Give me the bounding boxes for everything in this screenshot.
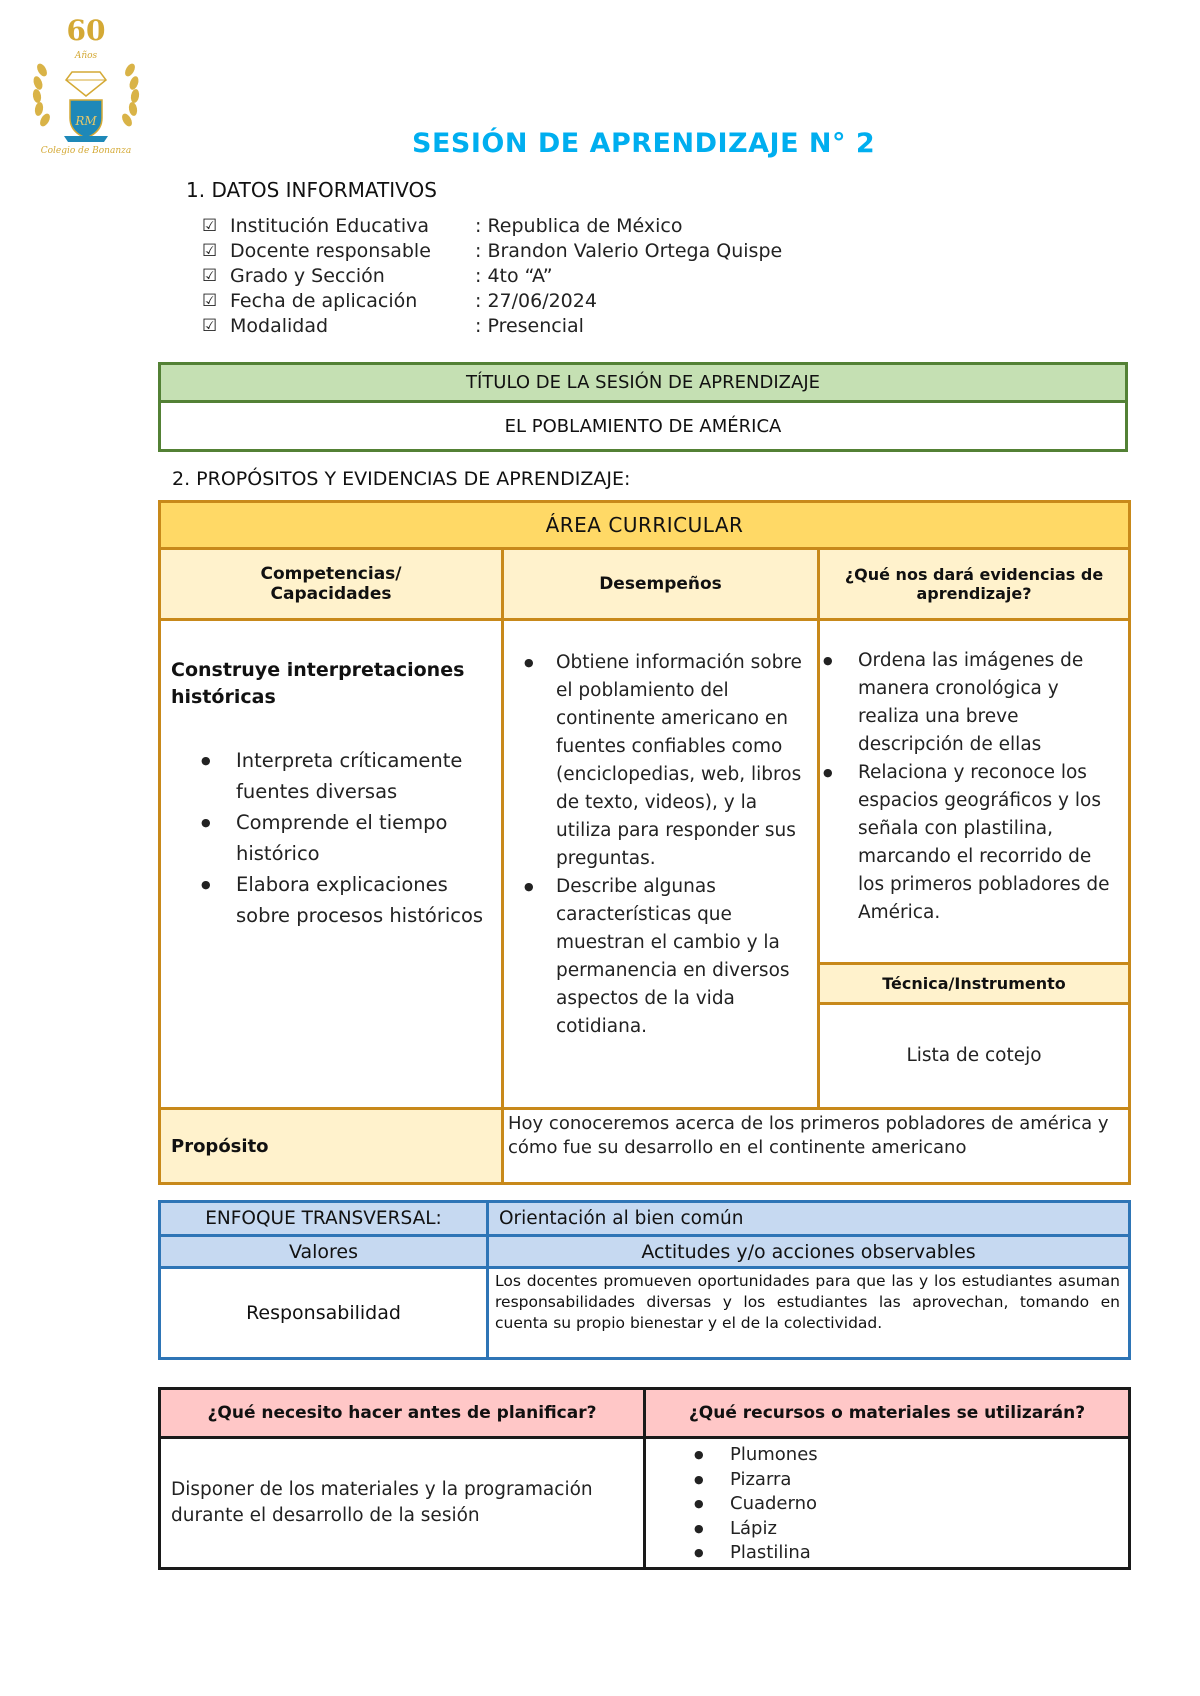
evidencias-list [820,621,1128,927]
dato-label: Institución Educativa [230,215,430,237]
area-curricular-header: ÁREA CURRICULAR [160,502,1130,549]
list-item: ● Ordena las imágenes de manera cronológica y realiza una breve descripción de ellas [858,647,1122,759]
school-crest-icon [26,10,146,155]
list-item: ● Obtiene información sobre el poblamiento del continente americano en fuentes confiables como (enciclopedias, web, libros de texto, videos), y la utiliza para responder sus preguntas. [556,649,811,873]
proposito-value: Hoy conoceremos acerca de los primeros pobladores de américa y cómo fue su desarrollo en el continente americano [503,1109,1130,1184]
capacidades-list [161,711,501,931]
planning-table [158,1387,1131,1570]
datos-informativos-list [202,214,782,339]
list-item: ● Lápiz [730,1517,1128,1542]
list-item: ● Relaciona y reconoce los espacios geográficos y los señala con plastilina, marcando el recorrido de los primeros pobladores de América. [858,759,1122,927]
dato-label: Fecha de aplicación [230,290,418,312]
enfoque-label: ENFOQUE TRANSVERSAL: [160,1202,488,1236]
list-item: ● Describe algunas características que muestran el cambio y la permanencia en diversos aspectos de la vida cotidiana. [556,873,811,1041]
enfoque-transversal-table [158,1200,1131,1360]
column-header-antes: ¿Qué necesito hacer antes de planificar? [160,1389,645,1438]
dato-value: : 27/06/2024 [475,290,597,312]
session-title-table [158,362,1128,452]
evidencias-cell [819,620,1130,964]
dato-label: Grado y Sección [230,265,385,287]
dato-label: Docente responsable [230,240,431,262]
competencia-title: Construye interpretaciones históricas [171,659,465,708]
session-title-value: EL POBLAMIENTO DE AMÉRICA [160,402,1127,451]
checkbox-checked-icon: ☑ [202,291,218,311]
dato-value: : 4to “A” [475,265,553,287]
checkbox-checked-icon: ☑ [202,266,218,286]
section-heading-datos: 1. DATOS INFORMATIVOS [186,178,437,202]
recursos-cell [645,1438,1130,1569]
enfoque-value: Orientación al bien común [488,1202,1130,1236]
materiales-list [646,1443,1128,1566]
dato-row [202,214,782,239]
dato-label: Modalidad [230,315,329,337]
tecnica-value: Lista de cotejo [819,1003,1130,1108]
list-item: ● Plumones [730,1443,1128,1468]
list-item: ● Comprende el tiempo histórico [236,807,493,869]
column-header-recursos: ¿Qué recursos o materiales se utilizarán? [645,1389,1130,1438]
dato-value: : Republica de México [475,215,683,237]
list-item: ● Pizarra [730,1468,1128,1493]
competencias-cell [160,620,503,1109]
document-title: SESIÓN DE APRENDIZAJE N° 2 [412,128,876,159]
column-header-desempenos: Desempeños [503,549,819,620]
column-header-competencias: Competencias/ Capacidades [160,549,503,620]
list-item: ● Interpreta críticamente fuentes diversas [236,745,493,807]
dato-value: : Presencial [475,315,584,337]
checkbox-checked-icon: ☑ [202,316,218,336]
svg-text:Años: Años [74,51,98,61]
section-heading-propositos: 2. PROPÓSITOS Y EVIDENCIAS DE APRENDIZAJE: [172,468,631,490]
dato-row [202,264,782,289]
checkbox-checked-icon: ☑ [202,216,218,236]
dato-row [202,289,782,314]
proposito-label: Propósito [160,1109,503,1184]
svg-text:RM: RM [75,114,97,128]
dato-row [202,239,782,264]
column-header-actitudes: Actitudes y/o acciones observables [488,1236,1130,1268]
svg-text:60: 60 [66,14,106,47]
antes-cell: Disponer de los materiales y la programación durante el desarrollo de la sesión [160,1438,645,1569]
desempenos-cell [503,620,819,1109]
svg-text:Colegio de Bonanza: Colegio de Bonanza [40,146,132,155]
school-logo [26,10,146,155]
list-item: ● Elabora explicaciones sobre procesos históricos [236,869,493,931]
actitud-cell: Los docentes promueven oportunidades para que las y los estudiantes asuman responsabilidades diversas y los estudiantes las aprovechan, tomando en cuenta su propio bienestar y el de la colectividad. [488,1268,1130,1359]
column-header-evidencias: ¿Qué nos dará evidencias de aprendizaje? [819,549,1130,620]
dato-row [202,314,782,339]
session-title-header: TÍTULO DE LA SESIÓN DE APRENDIZAJE [160,364,1127,402]
checkbox-checked-icon: ☑ [202,241,218,261]
column-header-valores: Valores [160,1236,488,1268]
tecnica-header: Técnica/Instrumento [819,964,1130,1003]
area-curricular-table [158,500,1131,1185]
list-item: ● Plastilina [730,1541,1128,1566]
dato-value: : Brandon Valerio Ortega Quispe [475,240,783,262]
valor-cell: Responsabilidad [160,1268,488,1359]
desempenos-list [504,621,817,1041]
list-item: ● Cuaderno [730,1492,1128,1517]
